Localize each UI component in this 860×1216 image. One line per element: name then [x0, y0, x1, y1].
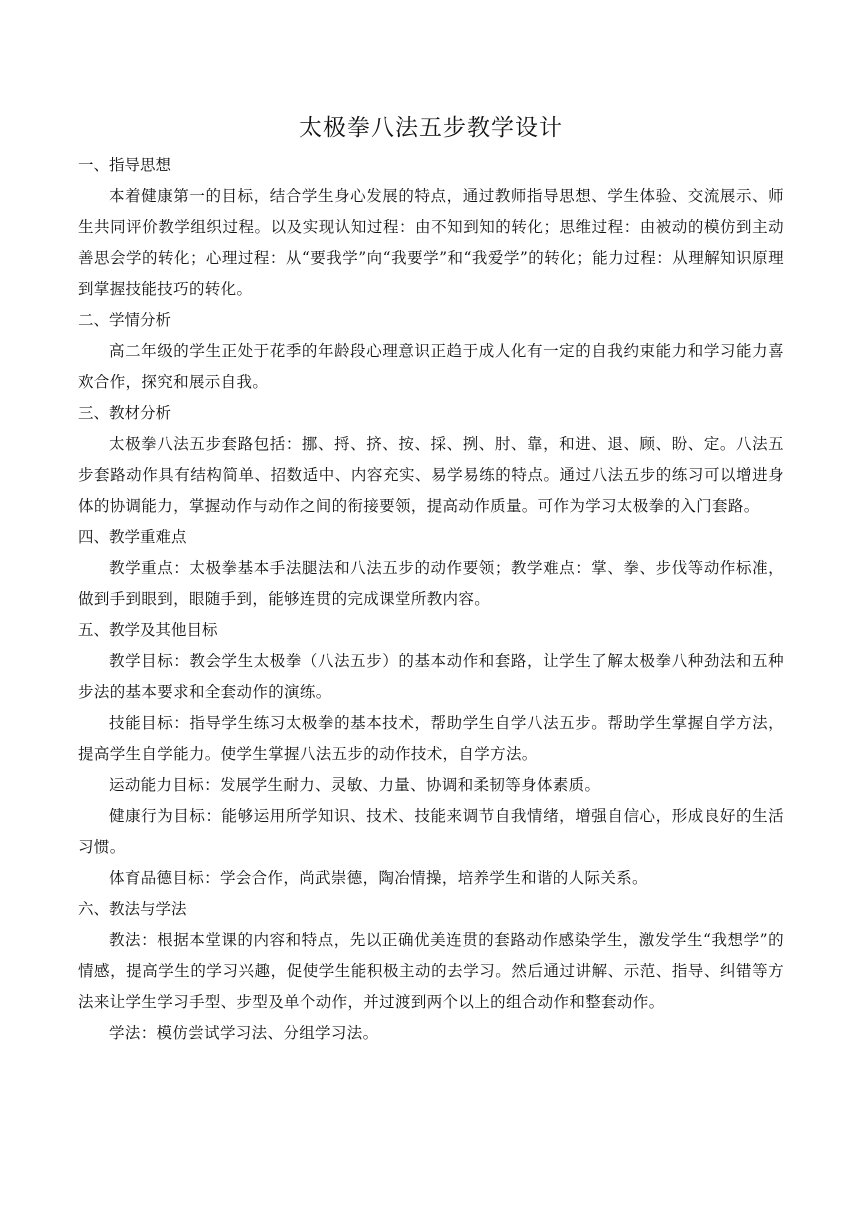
section-material-analysis — [78, 398, 784, 522]
section-paragraph: 教法：根据本堂课的内容和特点，先以正确优美连贯的套路动作感染学生，激发学生“我想学”的情感，提高学生的学习兴趣，促使学生能积极主动的去学习。然后通过讲解、示范、指导、纠错等方法来让学生学习手型、步型及单个动作，并过渡到两个以上的组合动作和整套动作。 — [78, 931, 784, 1011]
section-paragraph: 教学目标：教会学生太极拳（八法五步）的基本动作和套路，让学生了解太极拳八种劲法和五种步法的基本要求和全套动作的演练。 — [78, 652, 784, 701]
section-paragraph: 本着健康第一的目标，结合学生身心发展的特点，通过教师指导思想、学生体验、交流展示、师生共同评价教学组织过程。以及实现认知过程：由不知到知的转化；思维过程：由被动的模仿到主动善思会学的转化；心理过程：从“要我学”向“我要学”和“我爱学”的转化；能力过程：从理解知识原理到掌握技能技巧的转化。 — [78, 187, 784, 298]
section-teaching-goals — [78, 615, 784, 894]
section-paragraph: 体育品德目标：学会合作，尚武崇德，陶冶情操，培养学生和谐的人际关系。 — [109, 869, 648, 887]
section-paragraph: 健康行为目标：能够运用所学知识、技术、技能来调节自我情绪，增强自信心，形成良好的生活习惯。 — [78, 807, 784, 856]
section-heading: 一、指导思想 — [78, 156, 172, 174]
section-heading: 六、教法与学法 — [78, 900, 187, 918]
document-page — [78, 112, 784, 1049]
section-paragraph: 教学重点：太极拳基本手法腿法和八法五步的动作要领；教学难点：掌、拳、步伐等动作标准，做到手到眼到，眼随手到，能够连贯的完成课堂所教内容。 — [78, 559, 784, 608]
section-paragraph: 高二年级的学生正处于花季的年龄段心理意识正趋于成人化有一定的自我约束能力和学习能力喜欢合作，探究和展示自我。 — [78, 342, 784, 391]
section-guiding-ideology — [78, 150, 784, 305]
section-heading: 五、教学及其他目标 — [78, 621, 218, 639]
section-teaching-learning-methods — [78, 894, 784, 1049]
section-student-analysis — [78, 305, 784, 398]
section-paragraph: 运动能力目标：发展学生耐力、灵敏、力量、协调和柔韧等身体素质。 — [109, 776, 601, 794]
section-paragraph: 学法：模仿尝试学习法、分组学习法。 — [109, 1024, 379, 1042]
document-title: 太极拳八法五步教学设计 — [299, 115, 563, 141]
section-key-difficult-points — [78, 522, 784, 615]
section-paragraph: 太极拳八法五步套路包括：挪、捋、挤、按、採、挒、肘、靠，和进、退、顾、盼、定。八法五步套路动作具有结构简单、招数适中、内容充实、易学易练的特点。通过八法五步的练习可以增进身体的协调能力，掌握动作与动作之间的衔接要领，提高动作质量。可作为学习太极拳的入门套路。 — [78, 435, 784, 515]
section-heading: 四、教学重难点 — [78, 528, 187, 546]
section-heading: 三、教材分析 — [78, 404, 172, 422]
section-paragraph: 技能目标：指导学生练习太极拳的基本技术，帮助学生自学八法五步。帮助学生掌握自学方法，提高学生自学能力。使学生掌握八法五步的动作技术，自学方法。 — [78, 714, 784, 763]
section-heading: 二、学情分析 — [78, 311, 172, 329]
